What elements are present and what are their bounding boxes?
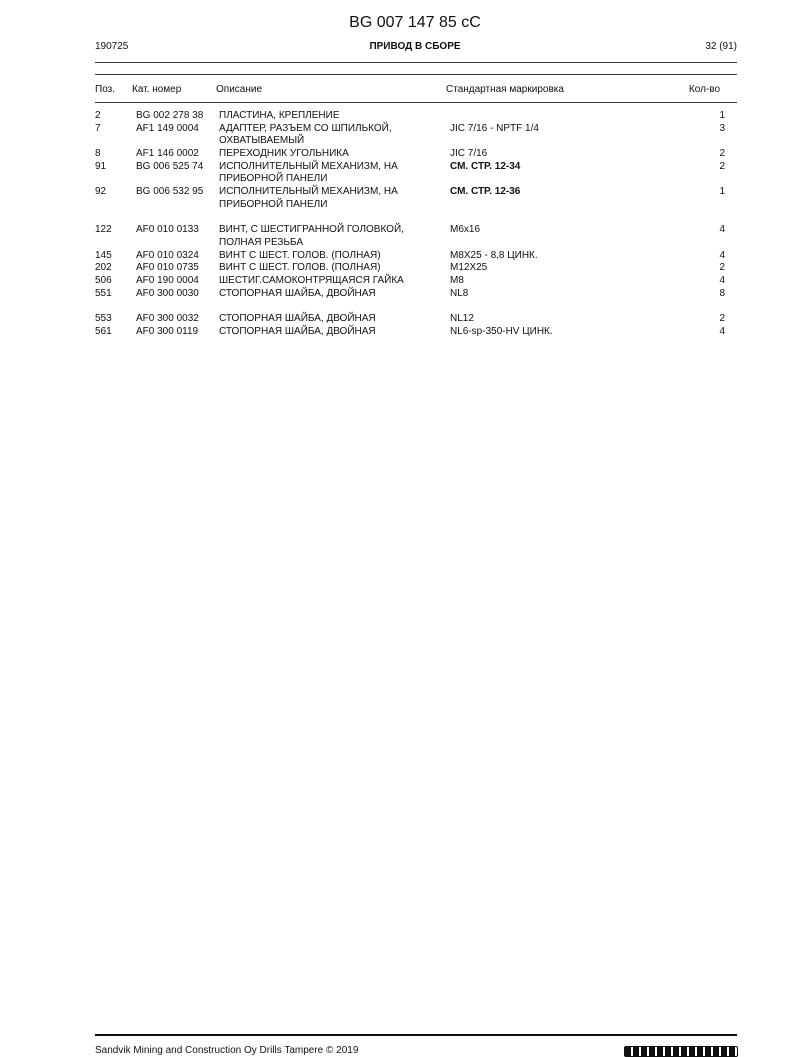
row-quantity: 4 (719, 224, 725, 236)
row-description (219, 313, 434, 326)
row-description (219, 161, 434, 186)
document-code: BG 007 147 85 cC (349, 14, 481, 31)
row-pos: 91 (95, 160, 107, 172)
row-cat-number: AF0 300 0030 (136, 287, 199, 299)
row-description (219, 262, 434, 275)
row-description (219, 123, 434, 148)
row-description-line: ШЕСТИГ.САМОКОНТРЯЩАЯСЯ ГАЙКА (219, 275, 404, 286)
row-quantity: 1 (719, 110, 725, 121)
table-row (0, 262, 794, 275)
row-standard-marking: СМ. СТР. 12-34 (450, 160, 521, 172)
row-cat-number: AF0 010 0324 (136, 249, 199, 261)
table-row (0, 326, 794, 339)
row-description-line: ПРИБОРНОЙ ПАНЕЛИ (219, 198, 328, 210)
row-cat-number: AF0 010 0735 (136, 262, 199, 274)
row-cat-number: BG 006 525 74 (136, 160, 204, 172)
row-description-line: ПЕРЕХОДНИК УГОЛЬНИКА (219, 148, 349, 160)
row-standard-marking: NL6-sp-350-HV ЦИНК. (450, 325, 553, 337)
column-header-cat: Кат. номер (132, 84, 182, 95)
row-standard-marking: JIC 7/16 - NPTF 1/4 (450, 122, 539, 134)
row-pos: 92 (95, 186, 107, 198)
footer-rule (95, 1034, 737, 1036)
row-pos: 122 (95, 224, 112, 236)
table-row (0, 186, 794, 211)
table-row (0, 250, 794, 263)
row-description (219, 148, 434, 161)
row-pos: 202 (95, 262, 112, 274)
row-pos: 553 (95, 313, 112, 325)
table-row (0, 148, 794, 161)
row-description-line: ИСПОЛНИТЕЛЬНЫЙ МЕХАНИЗМ, НА (219, 186, 398, 198)
page-number: 32 (91) (705, 41, 737, 52)
row-description-line: ОХВАТЫВАЕМЫЙ (219, 135, 305, 147)
column-header-qty: Кол-во (688, 84, 720, 95)
column-header-desc: Описание (216, 84, 263, 95)
document-date: 190725 (95, 41, 129, 52)
row-description-line: ПОЛНАЯ РЕЗЬБА (219, 236, 304, 248)
row-standard-marking: M8X25 - 8,8 ЦИНК. (450, 249, 538, 261)
row-quantity: 8 (719, 287, 725, 299)
row-description (219, 224, 434, 249)
row-quantity: 4 (719, 275, 725, 286)
row-quantity: 1 (719, 186, 725, 198)
row-standard-marking: NL8 (450, 287, 469, 299)
row-pos: 145 (95, 249, 112, 261)
row-cat-number: AF0 300 0032 (136, 313, 199, 325)
row-standard-marking: M6x16 (450, 224, 481, 236)
table-row (0, 123, 794, 148)
row-cat-number: AF0 300 0119 (136, 325, 199, 337)
row-description-line: ВИНТ С ШЕСТ. ГОЛОВ. (ПОЛНАЯ) (219, 249, 381, 261)
footer-text: Sandvik Mining and Construction Oy Drills Tampere © 2019 (95, 1045, 359, 1056)
row-description-line: СТОПОРНАЯ ШАЙБА, ДВОЙНАЯ (219, 313, 376, 325)
sandvik-logo-icon (624, 1046, 738, 1057)
row-quantity: 4 (719, 249, 725, 261)
row-description-line: СТОПОРНАЯ ШАЙБА, ДВОЙНАЯ (219, 325, 376, 337)
row-quantity: 2 (719, 148, 725, 160)
row-pos: 8 (95, 148, 101, 160)
parts-table (0, 110, 794, 338)
table-row (0, 110, 794, 123)
row-quantity: 2 (719, 262, 725, 274)
table-row (0, 288, 794, 301)
row-pos: 7 (95, 122, 101, 134)
row-cat-number: AF0 010 0133 (136, 224, 199, 236)
row-pos: 551 (95, 287, 112, 299)
column-header-pos: Поз. (95, 84, 115, 95)
row-cat-number: AF1 149 0004 (136, 122, 199, 134)
row-description (219, 326, 434, 339)
row-pos: 2 (95, 110, 101, 121)
page-title: ПРИВОД В СБОРЕ (369, 41, 461, 52)
row-description-line: ВИНТ С ШЕСТ. ГОЛОВ. (ПОЛНАЯ) (219, 262, 381, 274)
row-description (219, 250, 434, 263)
header-rule-bottom (95, 102, 737, 103)
row-quantity: 4 (719, 325, 725, 337)
row-pos: 506 (95, 275, 112, 286)
row-description-line: ИСПОЛНИТЕЛЬНЫЙ МЕХАНИЗМ, НА (219, 160, 398, 172)
row-standard-marking: NL12 (450, 313, 474, 325)
header-rule-middle (95, 74, 737, 75)
row-standard-marking: СМ. СТР. 12-36 (450, 186, 521, 198)
row-standard-marking: M12X25 (450, 262, 488, 274)
row-quantity: 2 (719, 160, 725, 172)
row-cat-number: AF0 190 0004 (136, 275, 199, 286)
table-row (0, 313, 794, 326)
row-description (219, 186, 434, 211)
row-quantity: 3 (719, 122, 725, 134)
column-header-std: Стандартная маркировка (446, 84, 564, 95)
header-rule-top (95, 62, 737, 63)
table-row (0, 224, 794, 249)
row-cat-number: AF1 146 0002 (136, 148, 199, 160)
row-cat-number: BG 002 278 38 (136, 110, 204, 121)
row-cat-number: BG 006 532 95 (136, 186, 204, 198)
row-description-line: АДАПТЕР, РАЗЪЕМ СО ШПИЛЬКОЙ, (219, 122, 392, 134)
table-row (0, 161, 794, 186)
row-description (219, 275, 434, 288)
row-description (219, 110, 434, 123)
row-quantity: 2 (719, 313, 725, 325)
row-standard-marking: JIC 7/16 (450, 148, 488, 160)
row-pos: 561 (95, 325, 112, 337)
row-description-line: ВИНТ, С ШЕСТИГРАННОЙ ГОЛОВКОЙ, (219, 224, 404, 236)
row-standard-marking: M8 (450, 275, 464, 286)
row-description-line: ПЛАСТИНА, КРЕПЛЕНИЕ (219, 110, 340, 121)
table-row (0, 275, 794, 288)
row-description-line: ПРИБОРНОЙ ПАНЕЛИ (219, 173, 328, 185)
row-description-line: СТОПОРНАЯ ШАЙБА, ДВОЙНАЯ (219, 287, 376, 299)
row-description (219, 288, 434, 301)
